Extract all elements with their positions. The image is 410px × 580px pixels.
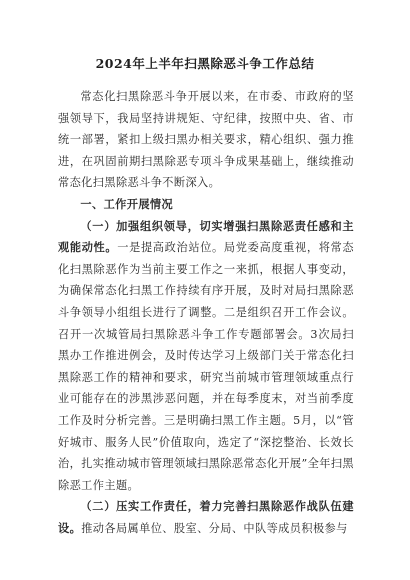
intro-paragraph: 常态化扫黑除恶斗争开展以来，在市委、市政府的坚强领导下，我局坚持讲规矩、守纪律，按照中央、省、市统一部署，紧扣上级扫黑办相关要求，精心组织、强力推进，在巩固前期扫黑除恶专项斗争成果基础上，继续推动常态化扫黑除恶斗争不断深入。: [58, 90, 354, 190]
section-heading: 一、工作开展情况: [80, 196, 174, 211]
document-title: 2024年上半年扫黑除恶斗争工作总结: [95, 56, 315, 71]
document-body: [58, 86, 354, 539]
paragraph-1-body: 一是提高政治站位。局党委高度重视，将常态化扫黑除恶作为当前主要工作之一来抓，根据人事变动，为确保常态化扫黑工作持续有序开展，及时对局扫黑除恶斗争领导小组组长进行了调整。二是组织召开工作会议。召开一次城管局扫黑除恶斗争工作专题部署会。3次局扫黑办工作推进例会，及时传达学习上级部门关于常态化扫黑除恶工作的精神和要求，研究当前城市管理领域重点行业可能存在的涉黑涉恶问题，并在每季度末，对当前季度工作及时分析完善。三是明确扫黑工作主题。5月，以“管好城市、服务人民”价值取向，选定了“深挖整治、长效长治，扎实推动城市管理领域扫黑除恶常态化开展”全年扫黑除恶工作主题。: [58, 241, 354, 492]
paragraph-2-lead: （二）压实工作责任，着力完善扫黑除恶作战队伍建设。: [58, 499, 354, 535]
paragraph-1-lead: （一）加强组织领导，切实增强扫黑除恶责任感和主观能动性。: [58, 218, 354, 255]
paragraph-1: [58, 216, 354, 497]
paragraph-2: [58, 496, 354, 539]
paragraph-2-body: 推动各局属单位、股室、分局、中队等成员积极参与: [81, 521, 348, 535]
